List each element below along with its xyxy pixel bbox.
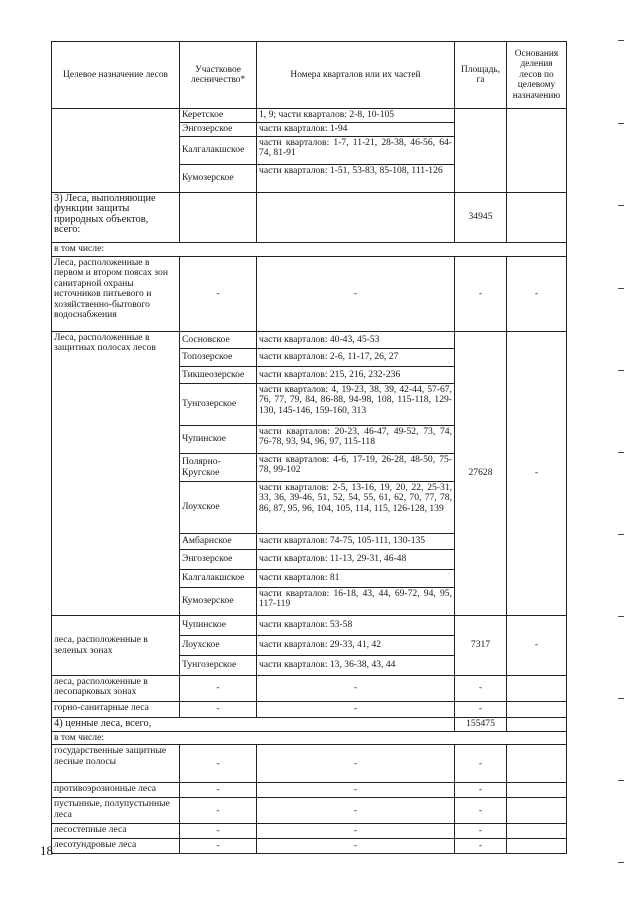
quarters-cell: части кварталов: 2-5, 13-16, 19, 20, 22, 25-31, 33, 36, 39-46, 51, 52, 54, 55, 61, 62, 70, 77, 78, 86, 87, 95, 96, 104, 105, 114, 115, 126-128, 139 [257, 482, 455, 534]
quarters-cell: части кварталов: 16-18, 43, 44, 69-72, 94, 95, 117-119 [257, 588, 455, 616]
belts-label: Леса, расположенные в защитных полосах лесов [52, 332, 180, 616]
scan-edge-mark [618, 534, 624, 535]
valuable-label: 4) ценные леса, всего, [52, 718, 455, 732]
district-cell: Тунгозерское [180, 384, 257, 426]
quarters-cell: - [257, 798, 455, 824]
scan-edge-mark [618, 780, 624, 781]
district-cell: Калгалакшское [180, 137, 257, 165]
belts-area: 27628 [455, 332, 507, 616]
area-cell: - [455, 676, 507, 702]
desert-label: пустынные, полупустынные леса [52, 798, 180, 824]
quarters-cell: части кварталов: 1-7, 11-21, 28-38, 46-56, 64-74, 81-91 [257, 137, 455, 165]
table-row [52, 193, 567, 243]
green-basis: - [507, 616, 567, 676]
basis-cell: - [507, 257, 567, 332]
state-strips-label: государственные защитные лесные полосы [52, 745, 180, 783]
area-cell: - [455, 824, 507, 839]
district-cell: - [180, 783, 257, 798]
district-cell: Топозерское [180, 349, 257, 367]
district-cell: - [180, 257, 257, 332]
area-cell-continued [455, 109, 507, 193]
header-quarters: Номера кварталов или их частей [257, 42, 455, 109]
table-row [52, 745, 567, 783]
district-cell: Энгозерское [180, 550, 257, 570]
district-cell: Кумозерское [180, 588, 257, 616]
quarters-cell: - [257, 839, 455, 854]
district-cell: Тикшеозерское [180, 367, 257, 384]
district-cell: Калгалакшское [180, 570, 257, 588]
scan-edge-mark [618, 616, 624, 617]
quarters-cell: - [257, 676, 455, 702]
district-cell: Энгозерское [180, 123, 257, 137]
quarters-cell: части кварталов: 29-33, 41, 42 [257, 636, 455, 656]
quarters-cell: части кварталов: 40-43, 45-53 [257, 332, 455, 349]
scan-edge-mark [618, 370, 624, 371]
area-cell: - [455, 745, 507, 783]
belts-basis: - [507, 332, 567, 616]
quarters-cell: - [257, 257, 455, 332]
protect-area: 34945 [455, 193, 507, 243]
table-row [52, 243, 567, 257]
green-label: леса, расположенные в зеленых зонах [52, 616, 180, 676]
protect-label: 3) Леса, выполняющие функции защиты природных объектов, всего: [52, 193, 180, 243]
table-row [52, 257, 567, 332]
scan-edge-mark [618, 452, 624, 453]
quarters-cell: части кварталов: 20-23, 46-47, 49-52, 73, 74, 76-78, 93, 94, 96, 97, 115-118 [257, 426, 455, 454]
quarters-cell: части кварталов: 2-6, 11-17, 26, 27 [257, 349, 455, 367]
scan-edge-mark [618, 698, 624, 699]
forest-steppe-label: лесостепные леса [52, 824, 180, 839]
table-row [52, 824, 567, 839]
scan-edge-mark [618, 40, 624, 41]
district-cell: Амбарнское [180, 534, 257, 550]
header-purpose: Целевое назначение лесов [52, 42, 180, 109]
valuable-area: 155475 [455, 718, 507, 732]
district-cell: Чупинское [180, 426, 257, 454]
district-cell: Лоухское [180, 636, 257, 656]
table-row [52, 732, 567, 745]
district-cell: Тунгозерское [180, 656, 257, 676]
table-row [52, 676, 567, 702]
quarters-cell: 1, 9; части кварталов: 2-8, 10-105 [257, 109, 455, 123]
quarters-cell: части кварталов: 53-58 [257, 616, 455, 636]
quarters-cell: - [257, 702, 455, 718]
scan-edge-mark [618, 123, 624, 124]
quarters-cell: части кварталов: 81 [257, 570, 455, 588]
table-row [52, 783, 567, 798]
district-cell: - [180, 676, 257, 702]
district-cell: Лоухское [180, 482, 257, 534]
quarters-cell: части кварталов: 74-75, 105-111, 130-135 [257, 534, 455, 550]
header-basis: Основания деления лесов по целевому назначению [507, 42, 567, 109]
district-cell: Чупинское [180, 616, 257, 636]
quarters-cell: - [257, 745, 455, 783]
district-cell: - [180, 745, 257, 783]
quarters-cell: части кварталов: 4, 19-23, 38, 39, 42-44, 57-67, 76, 77, 79, 84, 86-88, 94-98, 108, 115-118, 129-130, 145-146, 159-160, 313 [257, 384, 455, 426]
table-row [52, 839, 567, 854]
area-cell: - [455, 798, 507, 824]
district-cell: Сосновское [180, 332, 257, 349]
area-cell: - [455, 783, 507, 798]
table-row [52, 718, 567, 732]
page-number: 18 [40, 843, 53, 858]
table-row [52, 332, 567, 349]
scan-edge-mark [618, 862, 624, 863]
quarters-cell: части кварталов: 1-94 [257, 123, 455, 137]
including-label: в том числе: [52, 732, 567, 745]
anti-erosion-label: противоэрозионные леса [52, 783, 180, 798]
sanitary-label: горно-санитарные леса [52, 702, 180, 718]
purpose-cell-continued [52, 109, 180, 193]
table-row [52, 702, 567, 718]
district-cell: Кумозерское [180, 165, 257, 193]
district-cell: - [180, 839, 257, 854]
district-cell: Полярно-Кругское [180, 454, 257, 482]
quarters-cell: части кварталов: 1-51, 53-83, 85-108, 111-126 [257, 165, 455, 193]
quarters-cell: части кварталов: 4-6, 17-19, 26-28, 48-50, 75-78, 99-102 [257, 454, 455, 482]
district-cell: Керетское [180, 109, 257, 123]
scan-edge-mark [618, 205, 624, 206]
header-district: Участковое лесничество* [180, 42, 257, 109]
park-label: леса, расположенные в лесопарковых зонах [52, 676, 180, 702]
district-cell: - [180, 824, 257, 839]
area-cell: - [455, 257, 507, 332]
basis-cell-continued [507, 109, 567, 193]
scan-edge-mark [618, 288, 624, 289]
header-row [52, 42, 567, 109]
header-area: Площадь, га [455, 42, 507, 109]
including-label: в том числе: [52, 243, 567, 257]
table-row [52, 798, 567, 824]
forest-tundra-label: лесотундровые леса [52, 839, 180, 854]
quarters-cell: - [257, 824, 455, 839]
district-cell: - [180, 798, 257, 824]
quarters-cell: части кварталов: 11-13, 29-31, 46-48 [257, 550, 455, 570]
water-label: Леса, расположенные в первом и втором поясах зон санитарной охраны источников питьевого и хозяйственно-бытового водоснабжения [52, 257, 180, 332]
quarters-cell: - [257, 783, 455, 798]
area-cell: - [455, 702, 507, 718]
table-row [52, 616, 567, 636]
district-cell: - [180, 702, 257, 718]
forest-purpose-table [51, 41, 567, 854]
quarters-cell: части кварталов: 13, 36-38, 43, 44 [257, 656, 455, 676]
table-row [52, 109, 567, 123]
area-cell: - [455, 839, 507, 854]
green-area: 7317 [455, 616, 507, 676]
quarters-cell: части кварталов: 215, 216, 232-236 [257, 367, 455, 384]
